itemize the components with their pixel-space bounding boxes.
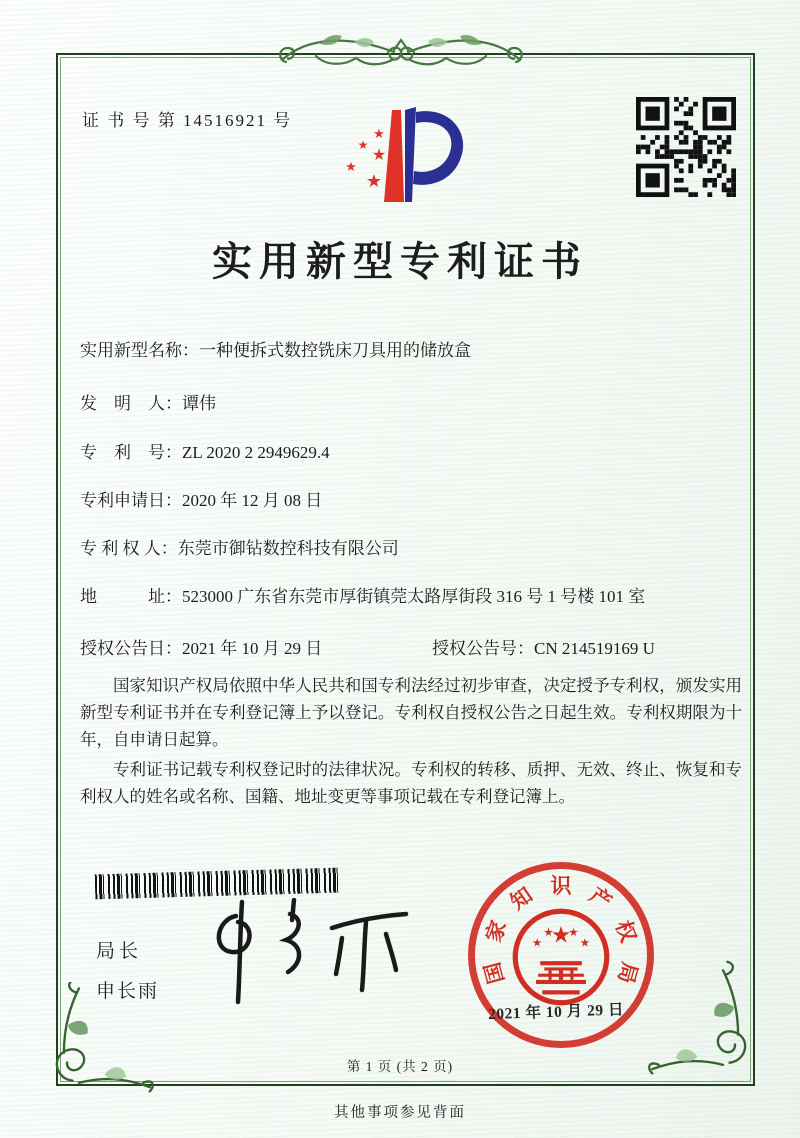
cnipa-logo [328, 90, 480, 218]
svg-text:★: ★ [345, 160, 357, 175]
field-value: 2021 年 10 月 29 日 [182, 639, 323, 658]
svg-text:★: ★ [373, 127, 385, 142]
field-patent-number [80, 440, 742, 466]
field-value: 东莞市御钻数控科技有限公司 [177, 539, 399, 558]
seal-char: 国 [480, 959, 509, 987]
officer-signature [198, 898, 413, 1010]
field-label: 实用新型名称： [80, 341, 199, 360]
national-emblem-icon [509, 905, 613, 1009]
back-side-note: 其他事项参见背面 [334, 1105, 466, 1121]
svg-text:★: ★ [357, 138, 369, 152]
field-label: 专 利 权 人： [80, 539, 178, 558]
field-label: 专 利 号： [80, 443, 182, 462]
field-value: ZL 2020 2 2949629.4 [182, 443, 330, 462]
seal-char: 产 [585, 882, 617, 915]
seal-char: 识 [550, 874, 572, 898]
seal-date: 2021 年 10 月 29 日 [487, 1001, 625, 1024]
legal-paragraph-2: 专利证书记载专利权登记时的法律状况。专利权的转移、质押、无效、终止、恢复和专利权人的姓名或名称、国籍、地址变更等事项记载在专利登记簿上。 [80, 760, 742, 807]
certificate-number: 证 书 号 第 14516921 号 [82, 111, 293, 130]
seal-char: 局 [613, 959, 642, 987]
field-address [80, 584, 742, 610]
legal-paragraph-1: 国家知识产权局依照中华人民共和国专利法经过初步审查，决定授予专利权，颁发实用新型专利证书并在专利登记簿上予以登记。专利权自授权公告之日起生效。专利权期限为十年，自申请日起算。 [80, 676, 742, 750]
certificate-title: 实用新型专利证书 [212, 239, 588, 284]
field-value: CN 214519169 U [534, 639, 655, 658]
field-grant-number [432, 636, 655, 662]
qr-code [636, 97, 736, 197]
field-patentee [80, 536, 742, 562]
seal-char: 家 [481, 917, 512, 946]
field-label: 地 址： [80, 587, 182, 606]
svg-text:★: ★ [579, 935, 591, 950]
field-label: 专利申请日： [80, 491, 182, 510]
field-label: 授权公告日： [80, 639, 182, 658]
seal-char: 权 [610, 917, 641, 946]
svg-text:★: ★ [543, 924, 554, 939]
field-value: 523000 广东省东莞市厚街镇莞太路厚街段 316 号 1 号楼 101 室 [182, 587, 646, 606]
page-number: 第 1 页 (共 2 页) [346, 1059, 454, 1074]
field-grant-date [80, 636, 322, 662]
qr-code-modules [636, 97, 736, 197]
officer-name: 申长雨 [96, 981, 160, 1002]
field-label: 授权公告号： [432, 639, 534, 658]
officer-title: 局长 [96, 941, 143, 962]
field-utility-model-name [80, 338, 742, 364]
field-label: 发 明 人： [80, 394, 182, 413]
field-filing-date [80, 488, 742, 514]
svg-text:★: ★ [568, 924, 579, 939]
svg-text:★: ★ [531, 935, 543, 950]
svg-text:★: ★ [550, 922, 572, 949]
field-value: 谭伟 [182, 394, 216, 413]
field-value: 一种便拆式数控铣床刀具用的储放盒 [199, 341, 471, 360]
legal-text [80, 672, 742, 813]
seal-char: 知 [505, 882, 537, 915]
svg-text:★: ★ [371, 145, 387, 164]
field-value: 2020 年 12 月 08 日 [182, 491, 323, 510]
svg-text:★: ★ [365, 171, 383, 192]
field-inventor [80, 391, 742, 417]
field-grant-row [80, 636, 742, 662]
